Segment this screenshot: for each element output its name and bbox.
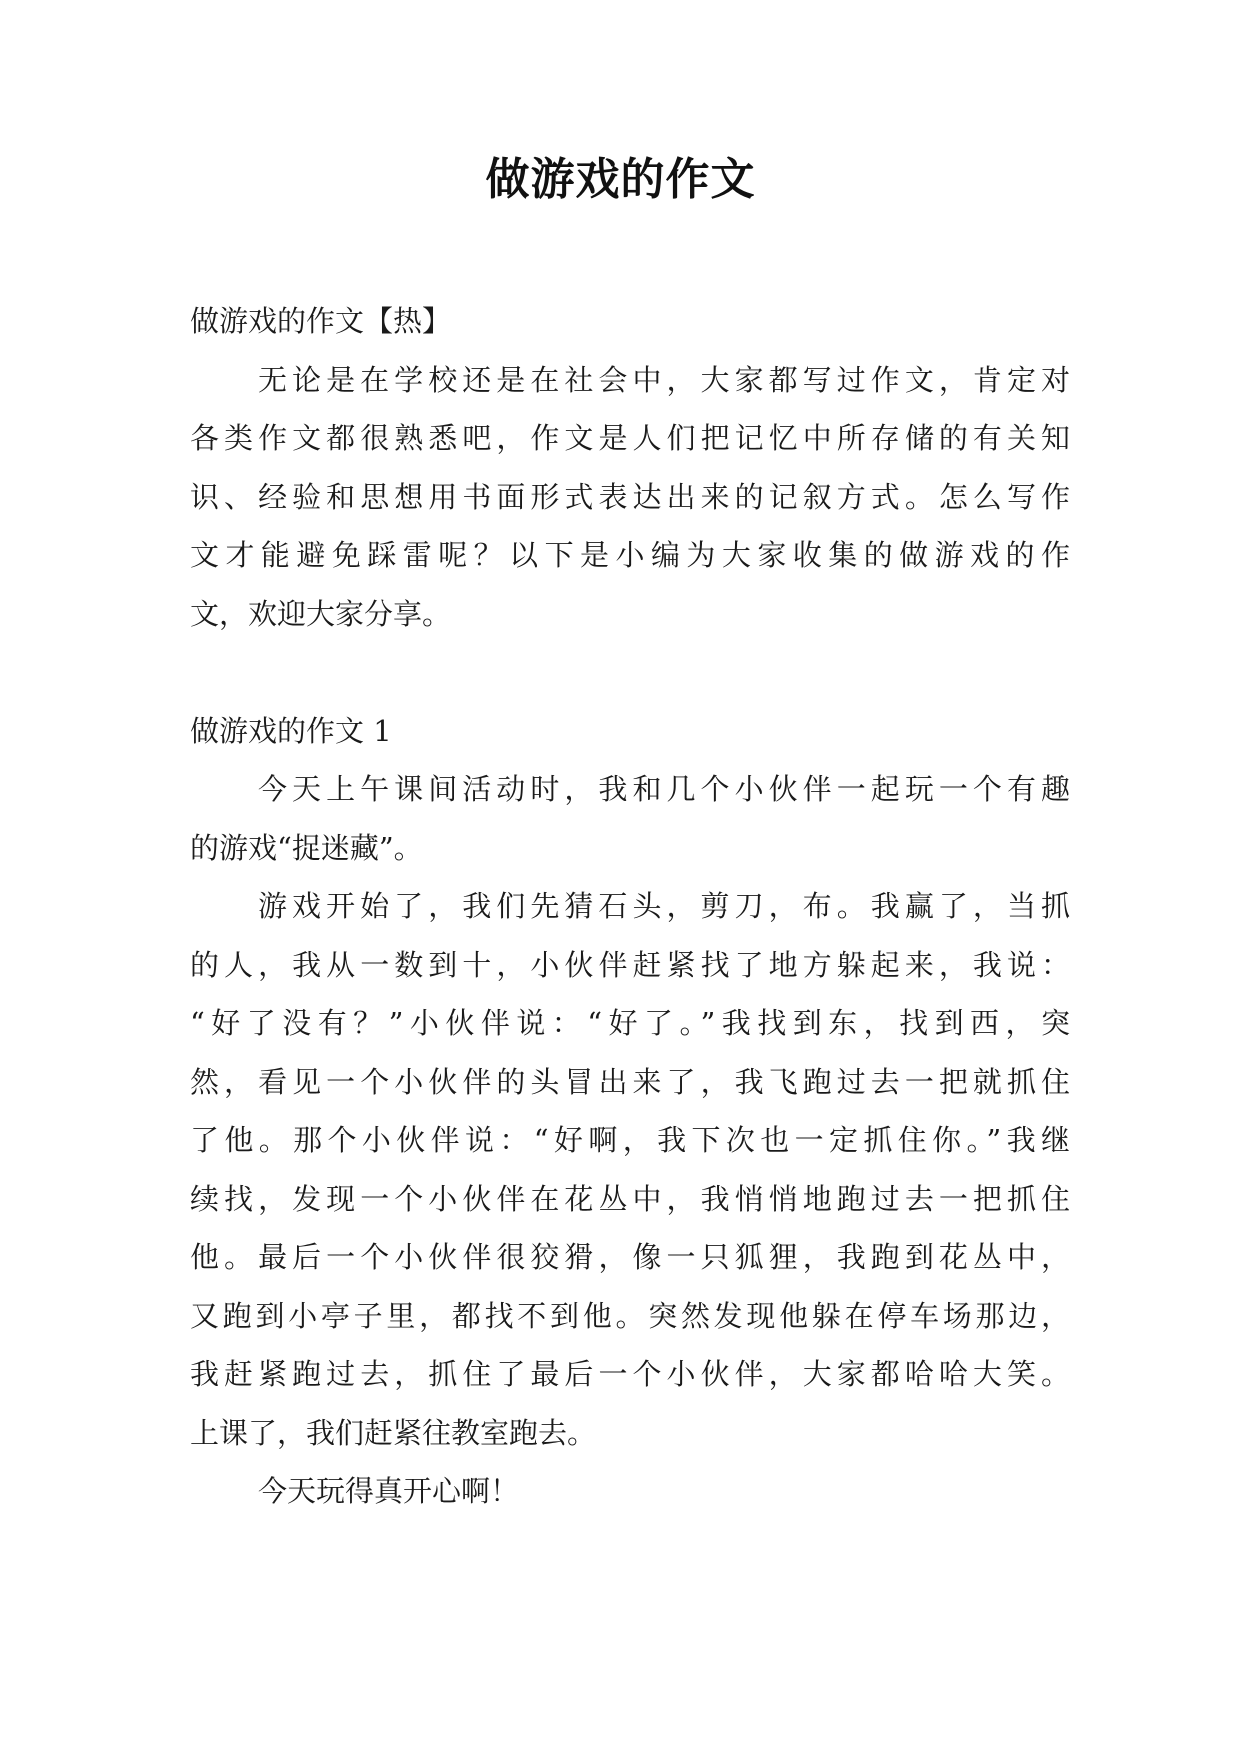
essay-paragraph-2	[190, 877, 1070, 1462]
intro-line-3: 识、经验和思想用书面形式表达出来的记叙方式。怎么写作	[190, 479, 1070, 514]
intro-line-5: 文，欢迎大家分享。	[190, 596, 452, 631]
essay-heading: 做游戏的作文 1	[190, 713, 392, 748]
essay-paragraph-3	[190, 1462, 1070, 1521]
para2-line-9: 我赶紧跑过去，抓住了最后一个小伙伴，大家都哈哈大笑。	[190, 1357, 1070, 1391]
para2-line-6: 续找，发现一个小伙伴在花丛中，我悄悄地跑过去一把抓住	[190, 1181, 1070, 1216]
para1-line-1: 今天上午课间活动时，我和几个小伙伴一起玩一个有趣	[258, 772, 1070, 806]
para3-line-1: 今天玩得真开心啊！	[258, 1474, 520, 1508]
para2-line-4: 然，看见一个小伙伴的头冒出来了，我飞跑过去一把就抓住	[190, 1064, 1070, 1099]
para2-line-5: 了他。那个小伙伴说：“好啊，我下次也一定抓住你。”我继	[190, 1123, 1070, 1157]
para2-line-8: 又跑到小亭子里，都找不到他。突然发现他躲在停车场那边，	[190, 1298, 1070, 1333]
intro-paragraph	[190, 351, 1070, 644]
para2-line-10: 上课了，我们赶紧往教室跑去。	[190, 1415, 597, 1450]
document-body	[190, 292, 1070, 1521]
essay-paragraph-1	[190, 760, 1070, 877]
intro-line-2: 各类作文都很熟悉吧，作文是人们把记忆中所存储的有关知	[190, 421, 1070, 455]
para1-line-2: 的游戏“捉迷藏”。	[190, 830, 423, 865]
intro-line-1: 无论是在学校还是在社会中，大家都写过作文，肯定对	[258, 362, 1070, 397]
para2-line-1: 游戏开始了，我们先猜石头，剪刀，布。我赢了，当抓	[258, 889, 1070, 923]
intro-heading: 做游戏的作文【热】	[190, 304, 452, 338]
section-spacer	[190, 643, 1070, 702]
para2-line-3: “好了没有？”小伙伴说：“好了。”我找到东，找到西，突	[190, 1006, 1070, 1040]
para2-line-7: 他。最后一个小伙伴很狡猾，像一只狐狸，我跑到花丛中，	[190, 1240, 1070, 1274]
intro-line-4: 文才能避免踩雷呢？以下是小编为大家收集的做游戏的作	[190, 538, 1070, 572]
page-title: 做游戏的作文	[485, 154, 756, 205]
para2-line-2: 的人，我从一数到十，小伙伴赶紧找了地方躲起来，我说：	[190, 947, 1070, 982]
